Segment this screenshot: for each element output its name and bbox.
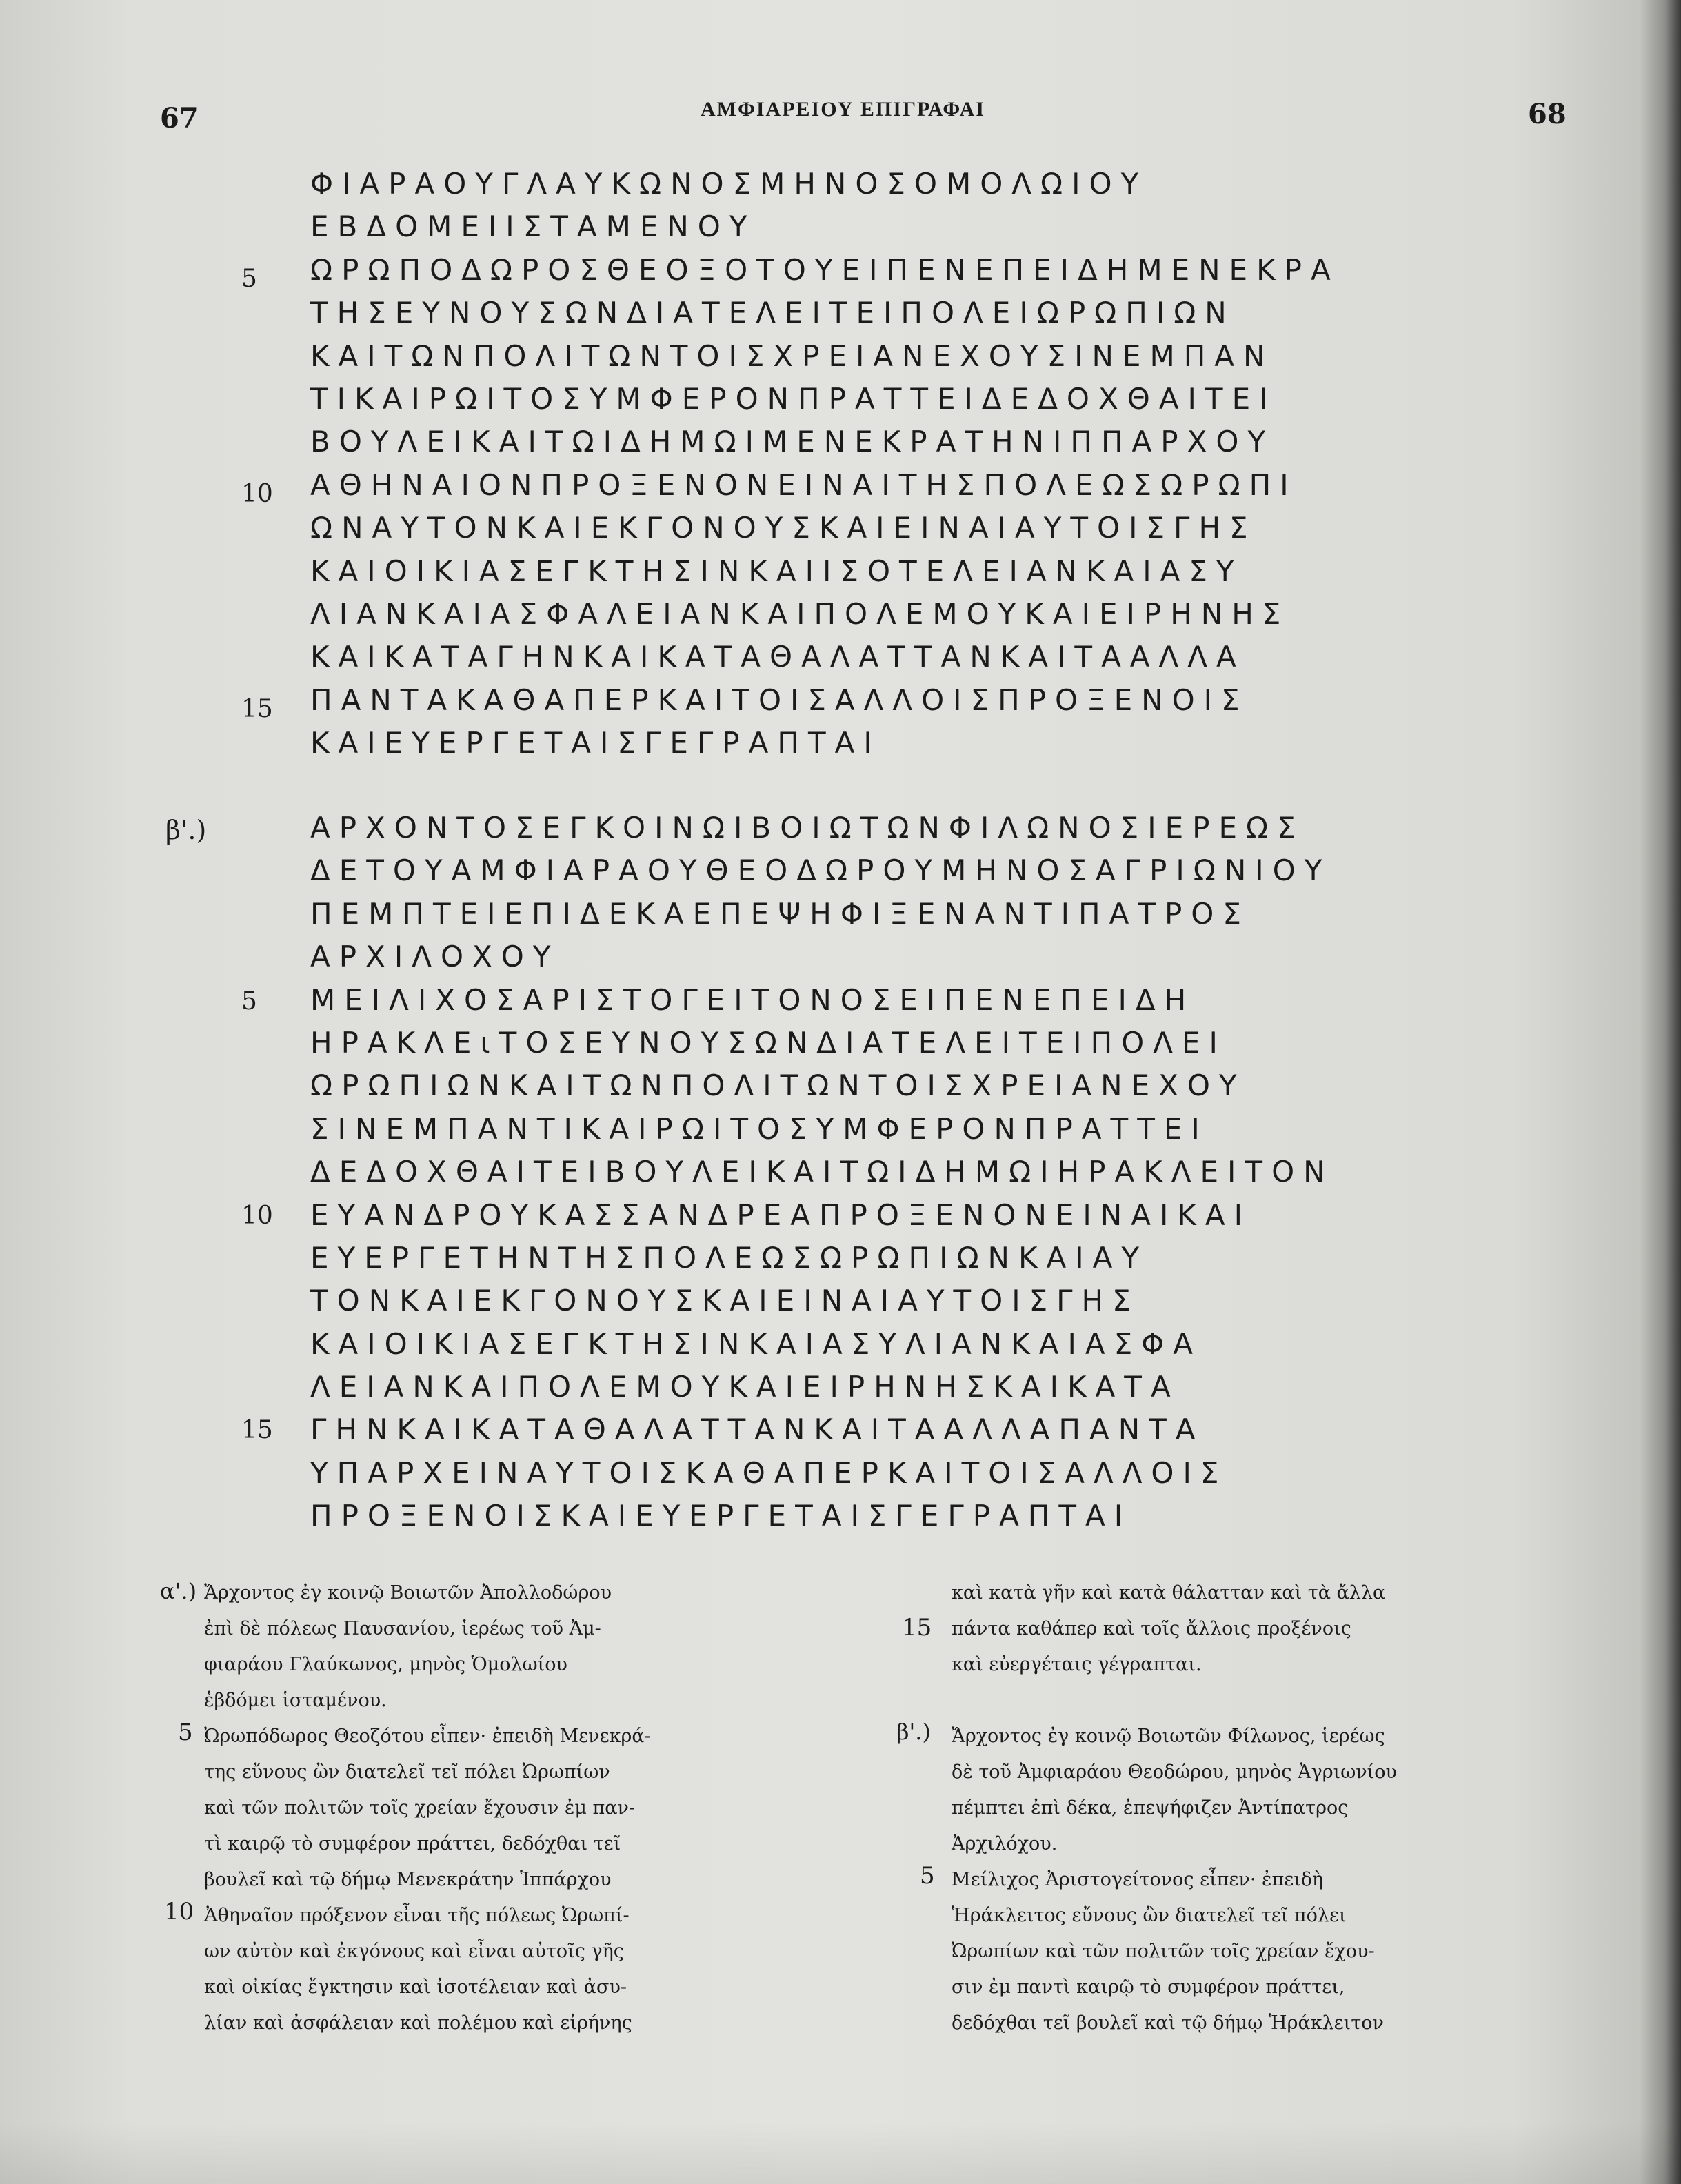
- inscription-b-line: ΑΡΧΟΝΤΟΣΕΓΚΟΙΝΩΙΒΟΙΩΤΩΝΦΙΛΩΝΟΣΙΕΡΕΩΣ: [310, 811, 1305, 845]
- inscription-a-line: ΤΙΚΑΙΡΩΙΤΟΣΥΜΦΕΡΟΝΠΡΑΤΤΕΙΔΕΔΟΧΘΑΙΤΕΙ: [310, 381, 1277, 416]
- inscription-a-line: ΩΡΩΠΟΔΩΡΟΣΘΕΟΞΟΤΟΥΕΙΠΕΝΕΠΕΙΔΗΜΕΝΕΚΡΑ: [310, 252, 1340, 287]
- transcription-line: ἑβδόμει ἱσταμένου.: [204, 1690, 387, 1711]
- inscription-b-label: β'.): [165, 815, 207, 845]
- transcription-line: Ὠρωπίων καὶ τῶν πολιτῶν τοῖς χρείαν ἔχου-: [952, 1941, 1375, 1962]
- inscription-b-line: ΤΟΝΚΑΙΕΚΓΟΝΟΥΣΚΑΙΕΙΝΑΙΑΥΤΟΙΣΓΗΣ: [310, 1284, 1140, 1318]
- transcription-line: σιν ἐμ παντὶ καιρῷ τὸ συμφέρον πράττει,: [952, 1976, 1345, 1998]
- transcription-line: βουλεῖ καὶ τῷ δήμῳ Μενεκράτην Ἱππάρχου: [204, 1869, 612, 1890]
- right-page-number: 68: [1528, 98, 1567, 130]
- transcription-line: Μείλιχος Ἀριστογείτονος εἶπεν· ἐπειδὴ: [952, 1869, 1324, 1890]
- transcription-line: καὶ οἰκίας ἔγκτησιν καὶ ἰσοτέλειαν καὶ ἀσυ-: [204, 1976, 627, 1998]
- inscription-a-line: ΑΘΗΝΑΙΟΝΠΡΟΞΕΝΟΝΕΙΝΑΙΤΗΣΠΟΛΕΩΣΩΡΩΠΙ: [310, 467, 1298, 502]
- inscription-a-line: ΩΝΑΥΤΟΝΚΑΙΕΚΓΟΝΟΥΣΚΑΙΕΙΝΑΙΑΥΤΟΙΣΓΗΣ: [310, 511, 1257, 545]
- transcription-line: τὶ καιρῷ τὸ συμφέρον πράττει, δεδόχθαι τεῖ: [204, 1833, 621, 1854]
- running-title: ΑΜΦΙΑΡΕΙΟΥ ΕΠΙΓΡΑΦΑΙ: [701, 98, 986, 121]
- inscription-b-line: ΕΥΑΝΔΡΟΥΚΑΣΣΑΝΔΡΕΑΠΡΟΞΕΝΟΝΕΙΝΑΙΚΑΙ: [310, 1197, 1251, 1232]
- inscription-a-line: ΛΙΑΝΚΑΙΑΣΦΑΛΕΙΑΝΚΑΙΠΟΛΕΜΟΥΚΑΙΕΙΡΗΝΗΣ: [310, 596, 1290, 631]
- transcription-line: λίαν καὶ ἀσφάλειαν καὶ πολέμου καὶ εἰρήνης: [204, 2012, 632, 2034]
- inscription-a-line: ΦΙΑΡΑΟΥΓΛΑΥΚΩΝΟΣΜΗΝΟΣΟΜΟΛΩΙΟΥ: [310, 167, 1148, 201]
- transcription-a-label: α'.): [160, 1578, 197, 1604]
- transcription-line: πέμπτει ἐπὶ δέκα, ἐπεψήφιζεν Ἀντίπατρος: [952, 1797, 1349, 1819]
- inscription-a-line: ΕΒΔΟΜΕΙΙΣΤΑΜΕΝΟΥ: [310, 210, 756, 244]
- inscription-b-line: ΕΥΕΡΓΕΤΗΝΤΗΣΠΟΛΕΩΣΩΡΩΠΙΩΝΚΑΙΑΥ: [310, 1240, 1149, 1275]
- transcription-line: πάντα καθάπερ καὶ τοῖς ἄλλοις προξένοις: [952, 1618, 1351, 1639]
- transcription-line: της εὔνους ὢν διατελεῖ τεῖ πόλει Ὠρωπίων: [204, 1761, 610, 1783]
- inscription-b-line: ΜΕΙΛΙΧΟΣΑΡΙΣΤΟΓΕΙΤΟΝΟΣΕΙΠΕΝΕΠΕΙΔΗ: [310, 982, 1196, 1017]
- inscription-a-line: ΚΑΙΚΑΤΑΓΗΝΚΑΙΚΑΤΑΘΑΛΑΤΤΑΝΚΑΙΤΑΑΛΛΑ: [310, 640, 1245, 674]
- inscription-a: [310, 163, 1340, 765]
- line-number: 15: [241, 695, 273, 723]
- page-edge-shadow: [1640, 0, 1681, 2184]
- inscription-b-line: ΠΡΟΞΕΝΟΙΣΚΑΙΕΥΕΡΓΕΤΑΙΣΓΕΓΡΑΠΤΑΙ: [310, 1499, 1132, 1533]
- transcription-line: ἐπὶ δὲ πόλεως Παυσανίου, ἱερέως τοῦ Ἀμ-: [204, 1618, 601, 1639]
- inscription-a-line: ΠΑΝΤΑΚΑΘΑΠΕΡΚΑΙΤΟΙΣΑΛΛΟΙΣΠΡΟΞΕΝΟΙΣ: [310, 682, 1249, 717]
- transcription-line: Ἄρχοντος ἐγ κοινῷ Βοιωτῶν Φίλωνος, ἱερέως: [952, 1726, 1385, 1747]
- inscription-b-line: ΓΗΝΚΑΙΚΑΤΑΘΑΛΑΤΤΑΝΚΑΙΤΑΑΛΛΑΠΑΝΤΑ: [310, 1413, 1205, 1447]
- inscription-b: [310, 807, 1334, 1538]
- line-number: 10: [241, 480, 273, 508]
- line-number: 10: [241, 1202, 273, 1230]
- inscription-a-line: ΒΟΥΛΕΙΚΑΙΤΩΙΔΗΜΩΙΜΕΝΕΚΡΑΤΗΝΙΠΠΑΡΧΟΥ: [310, 425, 1275, 459]
- inscription-b-line: ΑΡΧΙΛΟΧΟΥ: [310, 940, 560, 974]
- inscription-b-line: ΛΕΙΑΝΚΑΙΠΟΛΕΜΟΥΚΑΙΕΙΡΗΝΗΣΚΑΙΚΑΤΑ: [310, 1370, 1180, 1404]
- inscription-a-line: ΚΑΙΟΙΚΙΑΣΕΓΚΤΗΣΙΝΚΑΙΙΣΟΤΕΛΕΙΑΝΚΑΙΑΣΥ: [310, 554, 1243, 588]
- inscription-b-line: ΗΡΑΚΛΕιΤΟΣΕΥΝΟΥΣΩΝΔΙΑΤΕΛΕΙΤΕΙΠΟΛΕΙ: [310, 1025, 1227, 1060]
- inscription-a-line: ΤΗΣΕΥΝΟΥΣΩΝΔΙΑΤΕΛΕΙΤΕΙΠΟΛΕΙΩΡΩΠΙΩΝ: [310, 296, 1236, 330]
- inscription-b-line: ΠΕΜΠΤΕΙΕΠΙΔΕΚΑΕΠΕΨΗΦΙΞΕΝΑΝΤΙΠΑΤΡΟΣ: [310, 896, 1250, 931]
- inscription-a-line: ΚΑΙΤΩΝΠΟΛΙΤΩΝΤΟΙΣΧΡΕΙΑΝΕΧΟΥΣΙΝΕΜΠΑΝ: [310, 338, 1274, 373]
- inscription-b-line: ΔΕΔΟΧΘΑΙΤΕΙΒΟΥΛΕΙΚΑΙΤΩΙΔΗΜΩΙΗΡΑΚΛΕΙΤΟΝ: [310, 1155, 1334, 1189]
- inscription-b-line: ΣΙΝΕΜΠΑΝΤΙΚΑΙΡΩΙΤΟΣΥΜΦΕΡΟΝΠΡΑΤΤΕΙ: [310, 1111, 1209, 1146]
- transcription-b-label: β'.): [896, 1719, 931, 1745]
- transcription-line: [952, 1683, 1397, 1719]
- transcription-line: ων αὐτὸν καὶ ἐκγόνους καὶ εἶναι αὐτοῖς γῆς: [204, 1941, 624, 1962]
- transcription-line: φιαράου Γλαύκωνος, μηνὸς Ὁμολωίου: [204, 1654, 567, 1675]
- transcription-line: δεδόχθαι τεῖ βουλεῖ καὶ τῷ δήμῳ Ἡράκλειτον: [952, 2012, 1384, 2034]
- inscription-a-line: ΚΑΙΕΥΕΡΓΕΤΑΙΣΓΕΓΡΑΠΤΑΙ: [310, 726, 881, 760]
- inscription-b-line: ΥΠΑΡΧΕΙΝΑΥΤΟΙΣΚΑΘΑΠΕΡΚΑΙΤΟΙΣΑΛΛΟΙΣ: [310, 1455, 1228, 1490]
- transcription-line: καὶ εὐεργέταις γέγραπται.: [952, 1654, 1202, 1675]
- transcription-line: καὶ τῶν πολιτῶν τοῖς χρείαν ἔχουσιν ἐμ παν-: [204, 1797, 636, 1819]
- line-number: 5: [241, 987, 257, 1015]
- transcription-line: Ἄρχοντος ἐγ κοινῷ Βοιωτῶν Ἀπολλοδώρου: [204, 1582, 612, 1604]
- transcription-line: καὶ κατὰ γῆν καὶ κατὰ θάλατταν καὶ τὰ ἄλλα: [952, 1582, 1386, 1604]
- transcription-line: Ἀρχιλόχου.: [952, 1833, 1058, 1854]
- transcription-line: Ἡράκλειτος εὔνους ὢν διατελεῖ τεῖ πόλει: [952, 1905, 1347, 1926]
- transcription-line: Ὠρωπόδωρος Θεοζότου εἶπεν· ἐπειδὴ Μενεκρά-: [204, 1726, 651, 1747]
- line-number: 15: [241, 1416, 273, 1444]
- line-number: 5: [241, 265, 257, 293]
- inscription-b-line: ΚΑΙΟΙΚΙΑΣΕΓΚΤΗΣΙΝΚΑΙΑΣΥΛΙΑΝΚΑΙΑΣΦΑ: [310, 1326, 1202, 1361]
- transcription-line: δὲ τοῦ Ἀμφιαράου Θεοδώρου, μηνὸς Ἀγριωνίου: [952, 1761, 1397, 1783]
- line-number: 5: [920, 1862, 935, 1890]
- line-number: 5: [178, 1719, 193, 1746]
- line-number: 15: [902, 1614, 932, 1641]
- inscription-b-line: ΩΡΩΠΙΩΝΚΑΙΤΩΝΠΟΛΙΤΩΝΤΟΙΣΧΡΕΙΑΝΕΧΟΥ: [310, 1069, 1246, 1103]
- line-number: 10: [164, 1898, 194, 1925]
- transcription-b: [952, 1575, 1397, 2041]
- inscription-b-line: ΔΕΤΟΥΑΜΦΙΑΡΑΟΥΘΕΟΔΩΡΟΥΜΗΝΟΣΑΓΡΙΩΝΙΟΥ: [310, 853, 1331, 888]
- left-page-number: 67: [160, 102, 199, 134]
- page-bottom-shadow: [0, 2122, 1681, 2184]
- transcription-a: [204, 1575, 651, 2041]
- transcription-line: Ἀθηναῖον πρόξενον εἶναι τῆς πόλεως Ὠρωπί-: [204, 1905, 630, 1926]
